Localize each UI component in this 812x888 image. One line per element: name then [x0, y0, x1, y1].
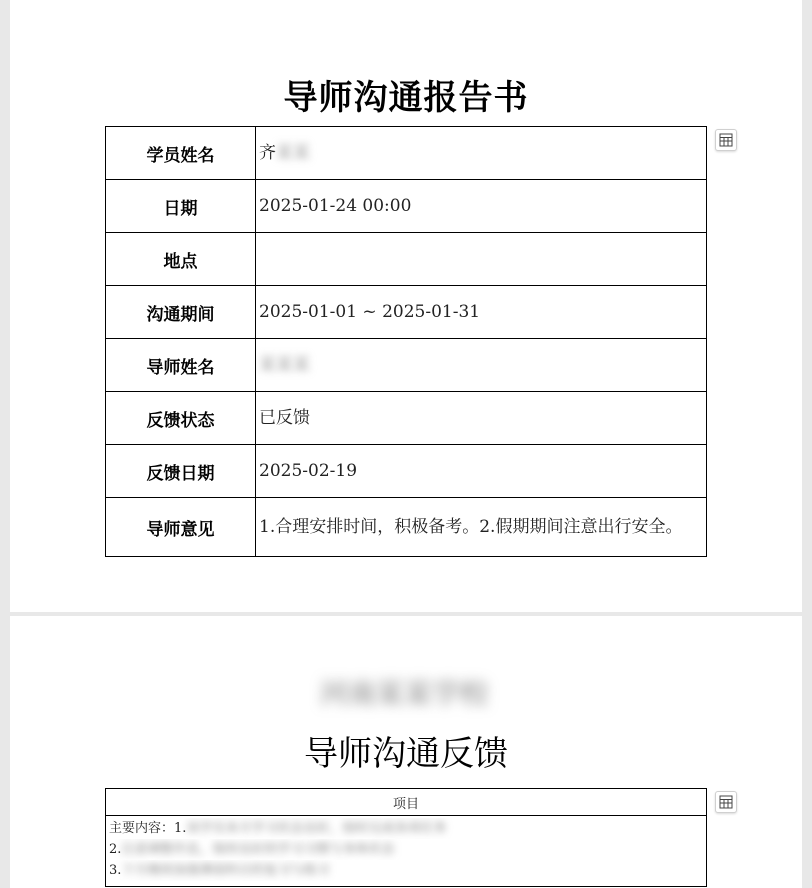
feedback-page [10, 616, 802, 888]
table-row [106, 180, 707, 233]
row-label: 地点 [106, 233, 256, 286]
row-label: 学员姓名 [106, 127, 256, 180]
list-item: 主要内容：1.该学员本月学习状态良好，按时完成各项任务 [109, 821, 447, 836]
row-label: 沟通期间 [106, 286, 256, 339]
mentor-name-value [256, 339, 707, 392]
column-header: 项目 [106, 789, 707, 816]
table-row [106, 816, 707, 887]
redacted-subtitle: 河南某某学校 [319, 677, 488, 710]
report-info-table [105, 126, 707, 557]
report-title: 导师沟通报告书 [283, 78, 529, 118]
table-row [106, 789, 707, 816]
row-label: 导师意见 [106, 498, 256, 557]
table-icon[interactable] [715, 129, 737, 151]
redacted-text: 下月继续加强薄弱科目的复习与练习 [121, 863, 330, 878]
mentor-opinion-value: 1.合理安排时间，积极备考。2.假期期间注意出行安全。 [256, 498, 707, 557]
redacted-text: 某某某 [259, 355, 310, 375]
table-row [106, 392, 707, 445]
row-label: 日期 [106, 180, 256, 233]
feedback-title: 导师沟通反馈 [304, 734, 508, 774]
row-label: 导师姓名 [106, 339, 256, 392]
table-row [106, 498, 707, 557]
feedback-status-value: 已反馈 [256, 392, 707, 445]
redacted-text: 该学员本月学习状态良好，按时完成各项任务 [186, 821, 447, 836]
redacted-text: 注意调整作息，保持良好的学习习惯与身体状态 [121, 842, 395, 857]
list-item: 2.注意调整作息，保持良好的学习习惯与身体状态 [109, 842, 395, 857]
date-value: 2025-01-24 00:00 [256, 180, 707, 233]
list-item: 3.下月继续加强薄弱科目的复习与练习 [109, 863, 330, 878]
location-value [256, 233, 707, 286]
feedback-date-value: 2025-02-19 [256, 445, 707, 498]
student-name-value: 齐某某 [256, 127, 707, 180]
period-value: 2025-01-01 ~ 2025-01-31 [256, 286, 707, 339]
feedback-content [106, 816, 707, 887]
table-row [106, 233, 707, 286]
table-row [106, 286, 707, 339]
feedback-table [105, 788, 707, 887]
row-label: 反馈状态 [106, 392, 256, 445]
table-row [106, 339, 707, 392]
report-page [10, 0, 802, 612]
table-icon[interactable] [715, 791, 737, 813]
redacted-text: 某某 [276, 143, 310, 163]
table-row [106, 445, 707, 498]
row-label: 反馈日期 [106, 445, 256, 498]
table-row [106, 127, 707, 180]
